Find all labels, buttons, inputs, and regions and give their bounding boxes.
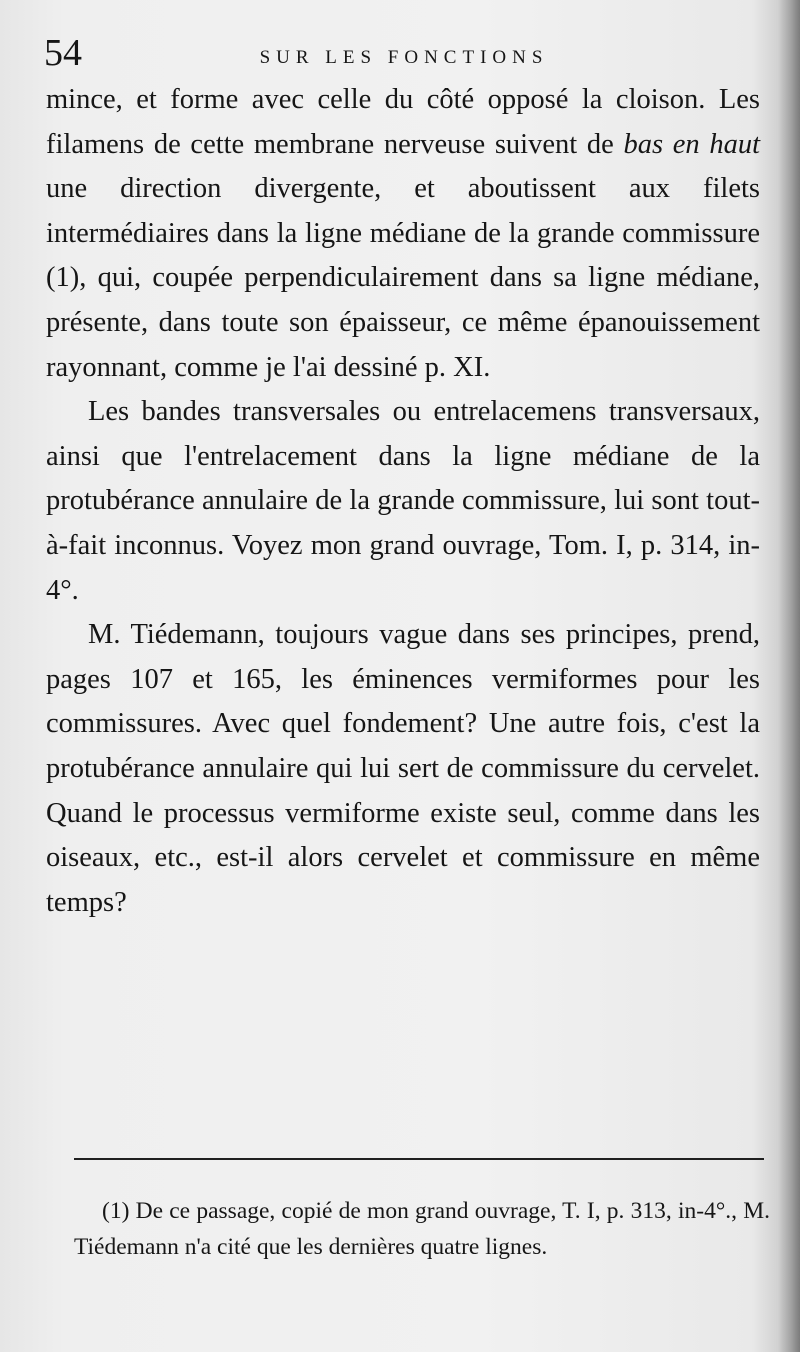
page-header bbox=[44, 28, 764, 78]
paragraph: Les bandes transversales ou entrelacemens transversaux, ainsi que l'entrelacement dans la ligne médiane de la protubérance annulaire de la grande commissure, lui sont tout-à-fait inconnus. Voyez mon grand ouvrage, Tom. I, p. 314, in-4°. bbox=[46, 396, 760, 606]
paragraph-continued bbox=[46, 78, 760, 390]
footnote-text: (1) De ce passage, copié de mon grand ouvrage, T. I, p. 313, in-4°., M. Tiédemann n'a cité que les dernières quatre lignes. bbox=[74, 1198, 770, 1260]
footnote-rule bbox=[74, 1158, 764, 1160]
page-spine-shadow bbox=[778, 0, 800, 1352]
running-head: SUR LES FONCTIONS bbox=[259, 47, 549, 68]
footnote bbox=[74, 1193, 770, 1265]
page-number: 54 bbox=[44, 32, 82, 74]
emphasis-text: bas en haut bbox=[623, 128, 760, 160]
paragraph: M. Tiédemann, toujours vague dans ses principes, prend, pages 107 et 165, les éminences vermiformes pour les commissures. Avec quel fondement? Une autre fois, c'est la protubérance annulaire qui lui sert de commissure du cervelet. Quand le processus vermiforme existe seul, comme dans les oiseaux, etc., est-il alors cervelet et commissure en même temps? bbox=[46, 619, 760, 918]
paragraph-text: une direction divergente, et aboutissent aux filets intermédiaires dans la ligne médiane de la grande commissure (1), qui, coupée perpendiculairement dans sa ligne médiane, présente, dans toute son épaisseur, ce même épanouissement rayonnant, comme je l'ai dessiné p. XI. bbox=[46, 173, 760, 383]
paragraph-text: mince, et forme avec celle du côté opposé la cloison. Les filamens de cette membrane nerveuse suivent de bbox=[46, 84, 760, 160]
body-text bbox=[46, 78, 760, 925]
